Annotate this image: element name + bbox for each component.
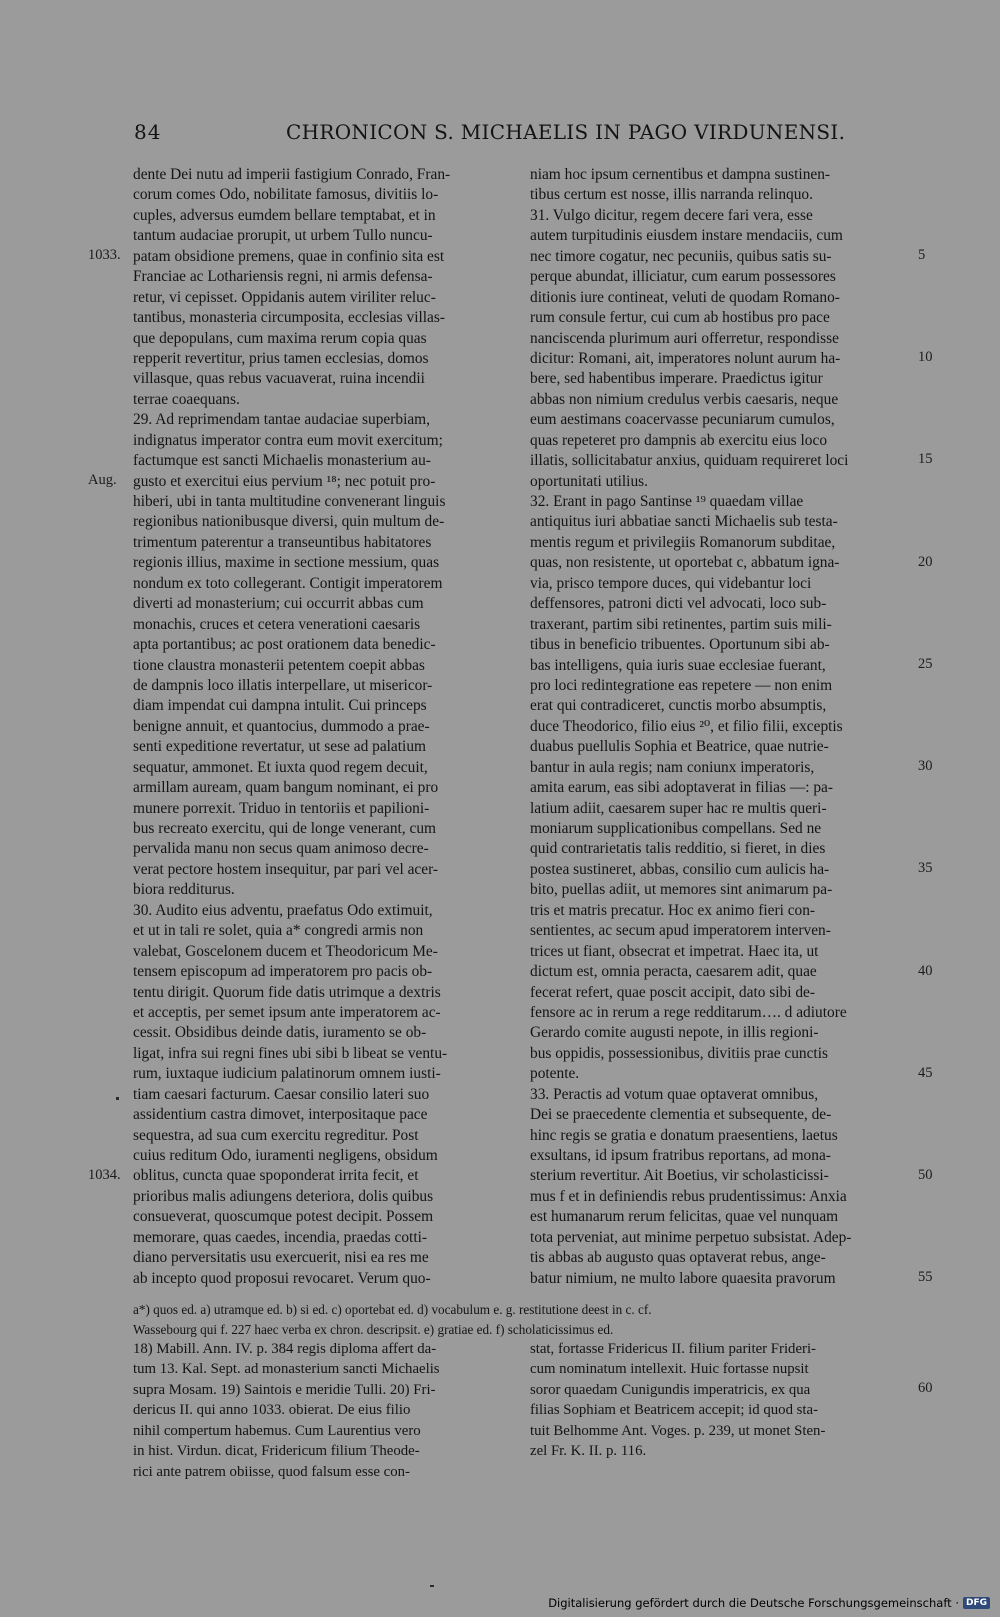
text-line: exsultans, id ipsum fratribus reportans, ad mona- [530,1147,831,1164]
text-line: patam obsidione premens, quae in confinio sita est [133,247,445,265]
text-line: prioribus malis adiungens deteriora, dolis quibus [133,1187,434,1205]
text-line: duabus puellulis Sophia et Beatrice, quae nutrie- [530,738,829,756]
text-line: tota perveniat, aut minime perpetuo subsistat. Adep- [530,1228,852,1246]
text-line: stat, fortasse Fridericus II. filium pariter Frideri- [530,1341,816,1357]
text-line: apta portantibus; ac post orationem data benedic- [133,636,436,654]
text-line: niam hoc ipsum cernentibus et dampna sustinen- [530,166,831,183]
text-line: 32. Erant in pago Santinse ¹⁹ quaedam villae [530,493,804,510]
text-line: memorare, quas caedes, incendia, praedas cotti- [133,1228,427,1246]
text-line: de dampnis loco illatis interpellare, ut misericor- [133,676,433,694]
text-line: bito, puellas adiit, ut memores sint animarum pa- [530,881,833,899]
right-text-column [530,165,910,1289]
text-line: dente Dei nutu ad imperii fastigium Conrado, Fran- [133,166,451,183]
text-line: hinc regis se gratia e donatum praesentiens, laetus [530,1126,838,1144]
text-line: a*) quos ed. a) utramque ed. b) si ed. c) oportebat ed. d) vocabulum e. g. restitutione deest in c. cf. [133,1302,652,1317]
text-line: perque abundat, illiciatur, cum earum possessores [530,268,836,286]
text-line: deffensores, patroni dicti vel advocati, loco sub- [530,595,827,613]
text-line: consueverat, quoscumque potest decipit. Possem [133,1208,434,1226]
text-line: sentientes, ac secum apud imperatorem interven- [530,922,831,940]
text-line: mentis regum et privilegiis Romanorum subditae, [530,533,836,551]
text-line: dericus II. qui anno 1033. obierat. De eius filio [133,1402,411,1419]
text-line: sterium revertitur. Ait Boetius, vir scholasticissi- [530,1167,829,1185]
text-line: pro loci redintegratione eas repetere — non enim [530,676,833,694]
text-line: corum comes Odo, nobilitate famosus, divitiis lo- [133,186,439,204]
line-number: 15 [918,451,933,468]
text-line: diam impendat cui dampna intulit. Cui princeps [133,697,427,715]
text-line: sequatur, ammonet. Et iuxta quod regem decuit, [133,758,428,776]
text-line: repperit revertitur, prius tamen ecclesias, domos [133,349,429,367]
line-number: 35 [918,860,933,877]
text-line: eum aestimans coacervasse pecuniarum cumulos, [530,411,835,429]
text-line: cum nominatum intellexit. Huic fortasse nupsit [530,1361,809,1378]
line-number: 50 [918,1167,933,1184]
margin-year: Aug. [88,471,117,488]
text-line: tione claustra monasterii petentem coepit abbas [133,656,425,674]
text-line: tibus certum est nosse, illis narranda relinquo. [530,186,813,204]
line-number: 55 [918,1269,933,1286]
text-line: 33. Peractis ad votum quae optaverat omnibus, [530,1085,819,1103]
margin-year: 1033. [88,246,121,263]
text-line: cessit. Obsidibus deinde datis, iuramento se ob- [133,1024,427,1042]
text-line: biora redditurus. [133,881,235,899]
text-line: villasque, quas rebus vacuaverat, ruina incendii [133,370,425,388]
text-line: bantur in aula regis; nam coniunx imperatoris, [530,758,815,776]
margin-year: 1034. [88,1167,121,1184]
page-number: 84 [134,120,162,144]
text-line: dicitur: Romani, ait, imperatores nolunt aurum ha- [530,349,841,367]
text-line: senti expeditione revertatur, ut sese ad palatium [133,738,426,756]
line-number: 5 [918,246,926,263]
line-number: 20 [918,553,933,570]
text-line: ligat, infra sui regni fines ubi sibi b libeat se ventu- [133,1044,448,1062]
text-line: terrae coaequans. [133,390,240,408]
line-number: 40 [918,962,933,979]
text-line: ditionis iure contineat, veluti de quodam Romano- [530,288,840,306]
text-line: cuples, adversus eumdem bellare temptabat, et in [133,206,436,224]
text-line: munere porrexit. Triduo in tentoriis et papilioni- [133,799,430,817]
text-line: duce Theodorico, filio eius ²⁰, et filio filii, exceptis [530,717,843,735]
text-line: illatis, sollicitabatur anxius, quiduam requireret loci [530,452,849,470]
text-line: tensem episcopum ad imperatorem pro pacis ob- [133,963,433,981]
text-line: fensore ac in rerum a rege redditarum…. d adiutore [530,1003,847,1021]
footnotes-right-column [530,1339,910,1462]
text-line: est humanarum rerum felicitas, quae vel nunquam [530,1208,839,1226]
text-line: tris et matris precatur. Hoc ex animo fieri con- [530,901,816,919]
text-line: rum consule fertur, cui cum ab hostibus pro pace [530,309,830,327]
text-line: quid contrarietatis talis redditio, si fieret, in dies [530,840,826,858]
text-line: gusto et exercitui eius pervium ¹⁸; nec potuit pro- [133,472,436,490]
text-line: via, prisco tempore duces, qui videbantur loci [530,574,812,592]
text-line: erat qui contradiceret, cunctis morbo absumptis, [530,697,827,715]
text-line: 30. Audito eius adventu, praefatus Odo extimuit, [133,901,433,919]
text-line: dictum est, omnia peracta, caesarem adit, quae [530,963,817,981]
text-line: moniarum supplicationibus compellans. Sed ne [530,820,822,837]
text-line: abbas non nimium credulus verbis caesaris, neque [530,390,839,408]
text-line: quas, non resistente, ut oportebat c, abbatum igna- [530,554,840,572]
page-header [134,120,910,150]
variant-readings [133,1300,913,1340]
text-line: tis abbas ab augusto quas optaverat rebus, ange- [530,1249,826,1267]
text-line: nondum ex toto collegerant. Contigit imperatorem [133,574,443,592]
text-line: zel Fr. K. II. p. 116. [530,1443,647,1460]
line-number: 45 [918,1064,933,1081]
left-text-column [133,165,513,1289]
footnotes-left-column [133,1339,513,1482]
text-line: hiberi, ubi in tanta multitudine convenerant linguis [133,493,446,510]
text-line: regionis illius, maxime in sectione messium, quas [133,554,440,572]
text-line: Franciae ac Lothariensis regni, ni armis defensa- [133,268,433,286]
text-line: mus f et in definiendis rebus prudentissimus: Anxia [530,1187,847,1205]
text-line: tum 13. Kal. Sept. ad monasterium sancti Michaelis [133,1361,440,1378]
text-line: latium adiit, caesarem super hac re multis queri- [530,799,827,817]
text-line: nanciscenda plurimum auri offerretur, respondisse [530,329,839,347]
text-line: nec timore cogatur, nec pecuniis, quibus satis su- [530,247,832,265]
text-line: factumque est sancti Michaelis monasterium au- [133,452,431,470]
text-line: postea sustineret, abbas, consilio cum aulicis ha- [530,860,830,878]
text-line: bas intelligens, quia iuris suae ecclesiae fuerant, [530,656,826,674]
digitization-credit [548,1595,990,1611]
footnote-line-number: 60 [918,1380,933,1396]
text-line: verat pectore hostem insequitur, par pari vel acer- [133,860,439,878]
text-line: que depopulans, cum maxima rerum copia quas [133,329,427,347]
text-line: assidentium castra dimovet, interpositaque pace [133,1106,428,1124]
text-line: tuit Belhomme Ant. Voges. p. 239, ut monet Sten- [530,1422,826,1439]
text-line: trimentum paterentur a transeuntibus habitatores [133,533,432,551]
text-line: valebat, Goscelonem ducem et Theodoricum Me- [133,942,438,960]
bottom-mark [430,1585,434,1587]
text-line: antiquitus iuri abbatiae sancti Michaelis sub testa- [530,513,838,531]
text-line: tantibus, monasteria circumposita, ecclesias villas- [133,309,445,327]
text-line: bus recreato exercitu, qui de longe venerant, cum [133,820,436,837]
text-line: retur, vi cepisset. Oppidanis autem viriliter reluc- [133,288,436,306]
text-line: diano perversitatis usu exercuerit, nisi ea res me [133,1249,429,1267]
text-line: quas repeteret pro dampnis ab exercitu eius loco [530,431,828,449]
line-number: 10 [918,349,933,366]
text-line: rum, iuxtaque iudicium palatinorum omnem iusti- [133,1065,441,1083]
text-line: armillam auream, quam bangum nominant, ei pro [133,779,439,797]
text-line: bere, sed habentibus imperare. Praedictus igitur [530,370,823,388]
text-line: tiam caesari facturum. Caesar consilio lateri suo [133,1085,430,1103]
text-line: filias Sophiam et Beatricem accepit; id quod sta- [530,1402,819,1419]
text-line: rici ante patrem obiisse, quod falsum esse con- [133,1463,410,1480]
text-line: tantum audaciae prorupit, ut urbem Tullo nuncu- [133,227,433,245]
text-line: trices ut fiant, obsecrat et impetrat. Haec ita, ut [530,942,819,960]
text-line: potente. [530,1065,580,1083]
running-title: CHRONICON S. MICHAELIS IN PAGO VIRDUNENSI. [286,120,846,144]
margin-dot [116,1097,119,1100]
text-line: nihil compertum habemus. Cum Laurentius vero [133,1422,421,1439]
text-line: et acceptis, per semet ipsum ante imperatorem ac- [133,1003,441,1021]
text-line: sequestra, ad sua cum exercitu regreditur. Post [133,1126,419,1144]
text-line: 29. Ad reprimendam tantae audaciae superbiam, [133,411,431,429]
text-line: Gerardo comite augusti nepote, in illis regioni- [530,1024,819,1042]
text-line: batur nimium, ne multo labore quaesita pravorum [530,1269,836,1287]
text-line: soror quaedam Cunigundis imperatricis, ex qua [530,1381,811,1398]
text-line: amita earum, eas sibi adoptaverat in filias —: pa- [530,779,834,797]
text-line: et ut in tali re solet, quia a* congredi armis non [133,922,424,940]
text-line: indignatus imperator contra eum movit exercitum; [133,431,443,449]
text-line: traxerant, partim sibi retinentes, partim suis mili- [530,615,832,633]
text-line: regionibus nationibusque diversi, quin multum de- [133,513,445,531]
text-line: diverti ad monasterium; cui occurrit abbas cum [133,595,424,613]
text-line: oportunitati utilius. [530,472,648,490]
text-line: monachis, cruces et cetera venerationi caesaris [133,615,421,633]
text-line: Wassebourg qui f. 227 haec verba ex chron. descripsit. e) gratiae ed. f) scholaticissimus ed. [133,1322,614,1337]
text-line: tibus in beneficio tribuentes. Oportunum sibi ab- [530,636,830,654]
text-line: fecerat refert, quae poscit accipit, dato sibi de- [530,983,816,1001]
line-number: 25 [918,655,933,672]
credit-text: Digitalisierung gefördert durch die Deutsche Forschungsgemeinschaft · [548,1596,959,1610]
text-line: pervalida manu non secus quam animoso decre- [133,840,429,858]
dfg-logo: DFG [963,1597,990,1609]
text-line: Dei se praecedente clementia et subsequente, de- [530,1106,832,1124]
text-line: ab incepto quod proposui revocaret. Verum quo- [133,1269,431,1287]
text-line: oblitus, cuncta quae spoponderat irrita fecit, et [133,1167,419,1185]
text-line: tentu dirigit. Quorum fide datis utrimque a dextris [133,983,441,1001]
text-line: supra Mosam. 19) Saintois e meridie Tulli. 20) Fri- [133,1381,436,1398]
text-line: in hist. Virdun. dicat, Fridericum filium Theode- [133,1443,420,1460]
text-line: 31. Vulgo dicitur, regem decere fari vera, esse [530,206,813,224]
text-line: autem turpitudinis eiusdem instare mendaciis, cum [530,227,843,245]
line-number: 30 [918,758,933,775]
text-line: 18) Mabill. Ann. IV. p. 384 regis diploma affert da- [133,1341,437,1357]
text-line: benigne annuit, et quantocius, dummodo a prae- [133,717,430,735]
text-line: cuius reditum Odo, iuramenti negligens, obsidum [133,1147,438,1164]
text-line: bus oppidis, possessionibus, divitiis prae cunctis [530,1044,828,1062]
